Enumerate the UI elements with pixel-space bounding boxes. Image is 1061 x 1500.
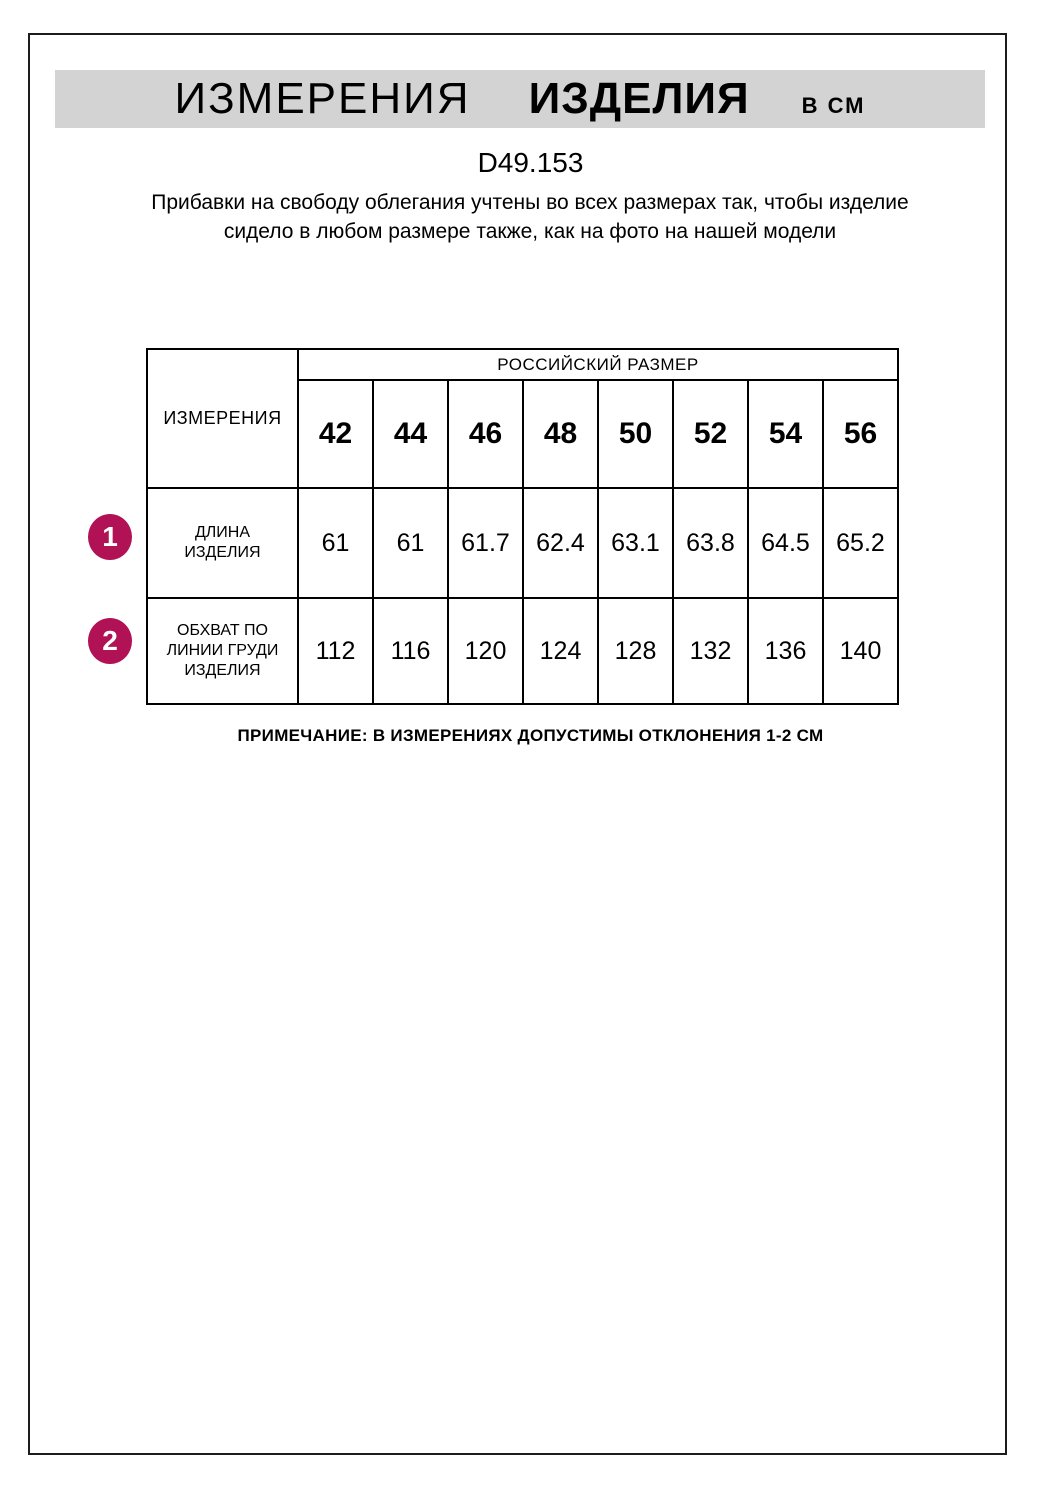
row-label-chest: ОБХВАТ ПО ЛИНИИ ГРУДИ ИЗДЕЛИЯ <box>147 598 298 704</box>
length-value: 61 <box>298 488 373 598</box>
size-header: 48 <box>523 380 598 488</box>
row-number-badge-2: 2 <box>88 618 132 664</box>
size-header: 42 <box>298 380 373 488</box>
chest-value: 136 <box>748 598 823 704</box>
row-label-length: ДЛИНА ИЗДЕЛИЯ <box>147 488 298 598</box>
chest-value: 120 <box>448 598 523 704</box>
length-value: 65.2 <box>823 488 898 598</box>
size-header: 56 <box>823 380 898 488</box>
product-code: D49.153 <box>477 147 584 178</box>
size-header: 46 <box>448 380 523 488</box>
table-row-length <box>147 488 898 598</box>
size-header: 50 <box>598 380 673 488</box>
measure-column-header: ИЗМЕРЕНИЯ <box>147 349 298 488</box>
size-table <box>146 348 899 705</box>
chest-value: 140 <box>823 598 898 704</box>
page-title-unit: В СМ <box>801 93 866 118</box>
table-row-chest <box>147 598 898 704</box>
size-header: 54 <box>748 380 823 488</box>
row-number-badge-1: 1 <box>88 514 132 560</box>
size-header: 44 <box>373 380 448 488</box>
size-header: 52 <box>673 380 748 488</box>
page-title: ИЗМЕРЕНИЯ <box>174 74 471 123</box>
header-band <box>55 70 985 128</box>
length-value: 62.4 <box>523 488 598 598</box>
tolerance-note: ПРИМЕЧАНИЕ: В ИЗМЕРЕНИЯХ ДОПУСТИМЫ ОТКЛОНЕНИЯ 1-2 СМ <box>237 726 824 745</box>
length-value: 61 <box>373 488 448 598</box>
size-group-header: РОССИЙСКИЙ РАЗМЕР <box>298 349 898 380</box>
chest-value: 116 <box>373 598 448 704</box>
length-value: 64.5 <box>748 488 823 598</box>
length-value: 61.7 <box>448 488 523 598</box>
chest-value: 112 <box>298 598 373 704</box>
chest-value: 132 <box>673 598 748 704</box>
chest-value: 124 <box>523 598 598 704</box>
page-title-bold: ИЗДЕЛИЯ <box>528 74 750 123</box>
length-value: 63.1 <box>598 488 673 598</box>
chest-value: 128 <box>598 598 673 704</box>
fit-description: Прибавки на свободу облегания учтены во всех размерах так, чтобы изделие сидело в любом размере также, как на фото на нашей модели <box>151 191 909 243</box>
length-value: 63.8 <box>673 488 748 598</box>
